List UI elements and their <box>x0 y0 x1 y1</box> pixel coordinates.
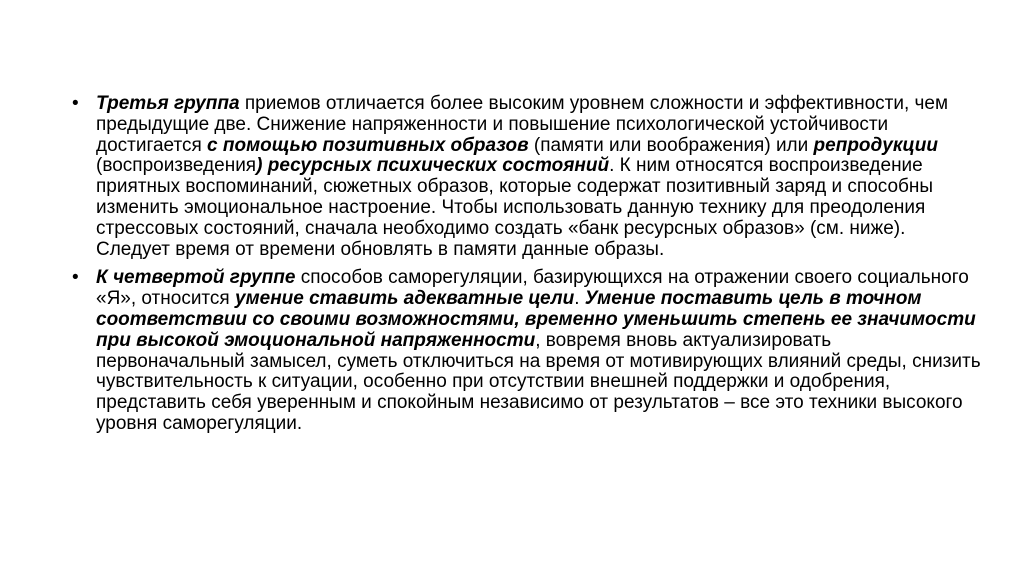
emphasis-text: Третья группа <box>96 93 240 114</box>
body-text: (воспроизведения <box>96 155 257 177</box>
emphasis-text: Умение поставить цель в точном соответствии со своими возможностями, временно уменьшить степень ее значимости при высокой эмоциональной напряженности <box>96 288 976 351</box>
body-text: . <box>574 288 585 310</box>
bullet-text <box>96 93 948 260</box>
body-text: . К ним относятся воспроизведение приятных воспоминаний, сюжетных образов, которые содержат позитивный заряд и способны изменить эмоциональное настроение. Чтобы использовать данную технику для преодоления стрессовых состояний, сначала необходимо создать «банк ресурсных образов» (см. ниже). Следует время от времени обновлять в памяти данные образы. <box>96 155 934 260</box>
emphasis-text: репродукции <box>813 134 938 156</box>
bullet-text <box>96 267 981 434</box>
emphasis-text: ) ресурсных психических состояний <box>256 155 610 177</box>
bullet-item-fourth-group <box>62 268 982 434</box>
body-text: способов саморегуляции, базирующихся на отражении своего социального «Я», относится <box>96 267 969 310</box>
bullet-marker: • <box>72 93 79 114</box>
bullet-item-third-group <box>62 94 982 260</box>
emphasis-text: с помощью позитивных образов <box>207 134 529 156</box>
body-text: , вовремя вновь актуализировать первоначальный замысел, суметь отключиться на время от мотивирующих влияний среды, снизить чувствительность к ситуации, особенно при отсутствии внешней поддержки и одобрения, представить себя уверенным и спокойным независимо от результатов – все это техники высокого уровня саморегуляции. <box>96 329 981 434</box>
bullet-marker: • <box>72 267 79 289</box>
bullet-list <box>62 94 982 443</box>
emphasis-text: умение ставить адекватные цели <box>235 288 575 310</box>
body-text: (памяти или воображения) или <box>528 134 814 156</box>
body-text: приемов отличается более высоким уровнем сложности и эффективности, чем предыдущие две. Снижение напряженности и повышение психологической устойчивости достигается <box>96 93 949 156</box>
emphasis-text: К четвертой группе <box>96 267 296 289</box>
